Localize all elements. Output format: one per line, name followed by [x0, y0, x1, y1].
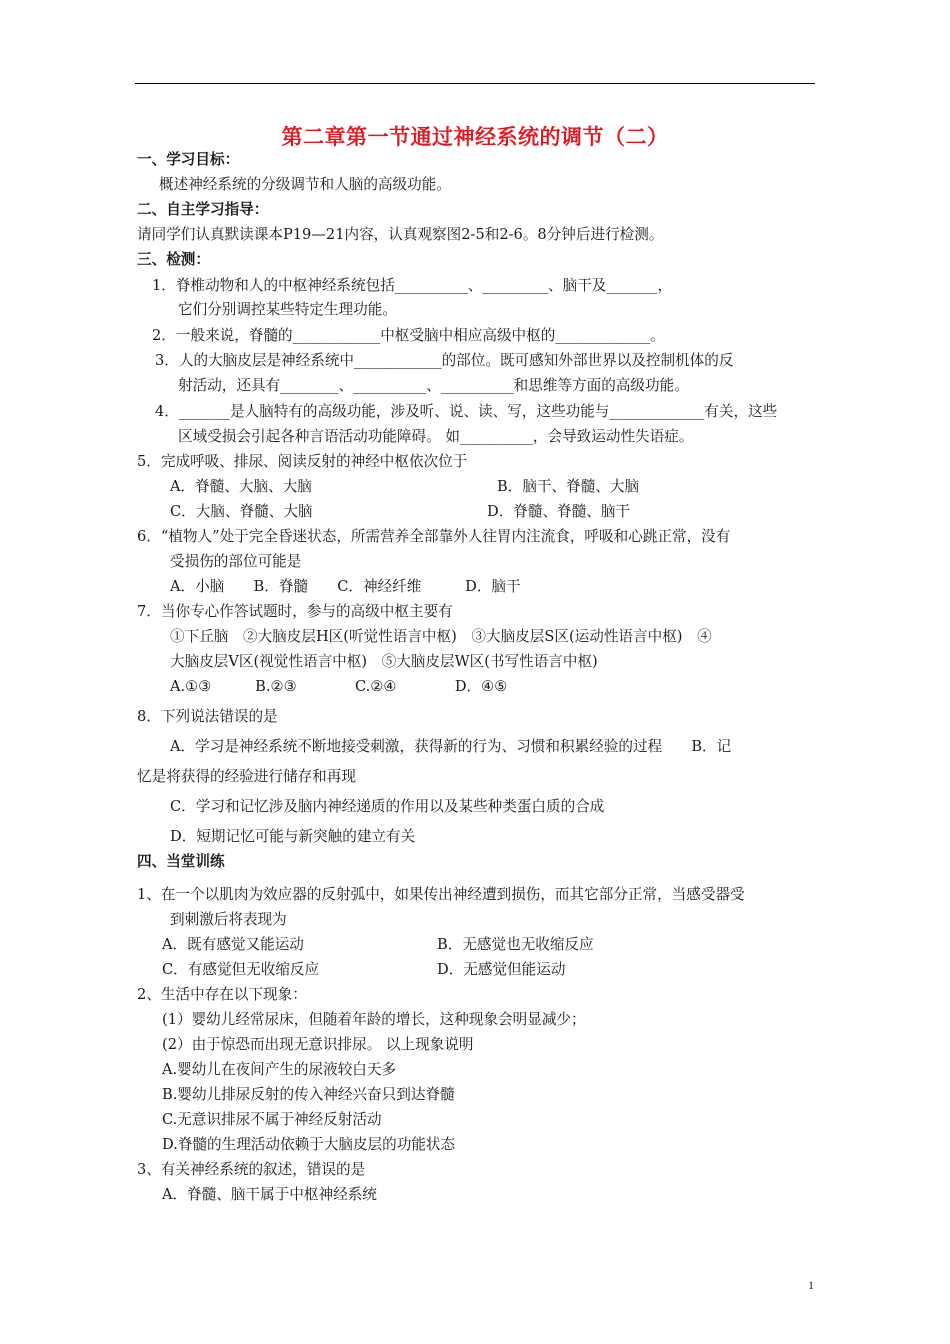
text-line-t2-A: A.婴幼儿在夜间产生的尿液较白天多 [162, 1061, 397, 1078]
text-line-q6-b: 受损伤的部位可能是 [170, 553, 302, 570]
text-line-q4-a: 4．_______是人脑特有的高级功能，涉及听、说、读、写，这些功能与_____________有关，这些 [155, 403, 778, 420]
text-line-q7: 7．当你专心作答试题时，参与的高级中枢主要有 [137, 603, 453, 620]
text-line-q7-a: ①下丘脑 ②大脑皮层H区(听觉性语言中枢) ③大脑皮层S区(运动性语言中枢) ④ [170, 628, 712, 645]
text-line-t1-D: D．无感觉但能运动 [437, 961, 566, 978]
text-line-q8-c: C．学习和记忆涉及脑内神经递质的作用以及某些种类蛋白质的合成 [170, 798, 605, 815]
page-number: 1 [808, 1278, 814, 1292]
text-line-q1-b: 它们分别调控某些特定生理功能。 [178, 301, 397, 318]
text-line-t3-A: A．脊髓、脑干属于中枢神经系统 [162, 1186, 377, 1203]
text-line-s4: 四、当堂训练 [137, 853, 225, 870]
text-line-t2: 2、生活中存在以下现象： [137, 986, 307, 1003]
text-line-q2: 2．一般来说，脊髓的____________中枢受脑中相应高级中枢的_____________。 [152, 327, 665, 344]
text-line-t2-1: (1）婴幼儿经常尿床，但随着年龄的增长，这种现象会明显减少； [162, 1011, 586, 1028]
text-line-q5-d: D．脊髓、脊髓、脑干 [487, 503, 631, 520]
text-line-q6-a: 6．“植物人”处于完全昏迷状态，所需营养全部靠外人往胃内注流食，呼吸和心跳正常，没有 [137, 528, 731, 545]
text-line-q3-a: 3．人的大脑皮层是神经系统中____________的部位。既可感知外部世界以及控制机体的反 [155, 352, 734, 369]
text-line-s1: 一、学习目标： [137, 151, 240, 168]
text-line-q8-d: D．短期记忆可能与新突触的建立有关 [170, 828, 416, 845]
text-line-t2-B: B.婴幼儿排尿反射的传入神经兴奋只到达脊髓 [162, 1086, 455, 1103]
page-title: 第二章第一节通过神经系统的调节（二） [281, 125, 669, 149]
text-line-s1-body: 概述神经系统的分级调节和人脑的高级功能。 [159, 176, 451, 193]
text-line-t1-C: C．有感觉但无收缩反应 [162, 961, 320, 978]
text-line-q8-a: A．学习是神经系统不断地接受刺激，获得新的行为、习惯和积累经验的过程 B．记 [170, 738, 732, 755]
text-line-q8: 8．下列说法错误的是 [137, 708, 278, 725]
text-line-q1-a: 1．脊椎动物和人的中枢神经系统包括__________、_________、脑干及_______， [152, 277, 673, 294]
text-line-t1-A: A．既有感觉又能运动 [162, 936, 304, 953]
text-line-t1-a: 1、在一个以肌肉为效应器的反射弧中，如果传出神经遭到损伤，而其它部分正常，当感受器受 [137, 886, 745, 903]
header-rule [135, 83, 815, 84]
text-line-q6-opts: A．小脑 B．脊髓 C．神经纤维 D．脑干 [170, 578, 521, 595]
text-line-t3: 3、有关神经系统的叙述，错误的是 [137, 1161, 366, 1178]
text-line-q5-c: C．大脑、脊髓、大脑 [170, 503, 313, 520]
text-line-q5: 5．完成呼吸、排尿、阅读反射的神经中枢依次位于 [137, 453, 468, 470]
text-line-t2-D: D.脊髓的生理活动依赖于大脑皮层的功能状态 [162, 1136, 456, 1153]
text-line-t1-B: B．无感觉也无收缩反应 [437, 936, 594, 953]
text-line-q5-b: B．脑干、脊髓、大脑 [497, 478, 640, 495]
text-line-t2-C: C.无意识排尿不属于神经反射活动 [162, 1111, 382, 1128]
text-line-q7-b: 大脑皮层V区(视觉性语言中枢) ⑤大脑皮层W区(书写性语言中枢) [170, 653, 598, 670]
text-line-q8-a2: 忆是将获得的经验进行储存和再现 [137, 768, 356, 785]
text-line-t1-b: 到刺激后将表现为 [170, 911, 287, 928]
text-line-s3: 三、检测： [137, 251, 210, 268]
text-line-s2: 二、自主学习指导： [137, 201, 269, 218]
text-line-q5-a: A．脊髓、大脑、大脑 [170, 478, 312, 495]
text-line-s2-body: 请同学们认真默读课本P19—21内容，认真观察图2-5和2-6。8分钟后进行检测。 [137, 226, 664, 243]
text-line-q7-opts: A.①③ B.②③ C.②④ D．④⑤ [170, 678, 508, 695]
text-line-t2-2: (2）由于惊恐而出现无意识排尿。 以上现象说明 [162, 1036, 474, 1053]
text-line-q3-b: 射活动，还具有________、__________、__________和思维等方面的高级功能。 [178, 377, 689, 394]
text-line-q4-b: 区域受损会引起各种言语活动功能障碍。 如__________，会导致运动性失语症。 [178, 428, 694, 445]
